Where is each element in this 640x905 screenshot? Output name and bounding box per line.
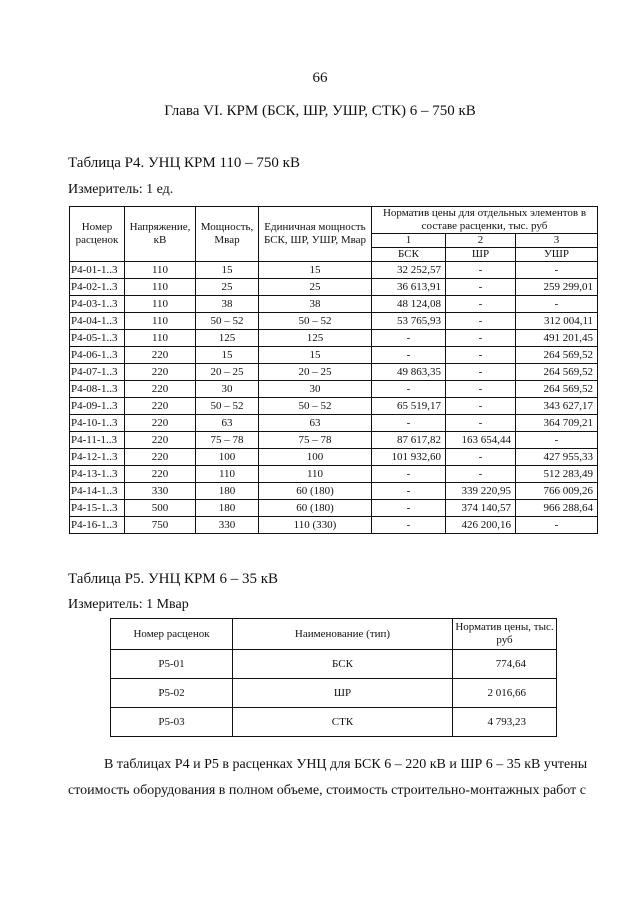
- header-power: Мощность, Мвар: [196, 207, 259, 262]
- cell-bsk: -: [372, 330, 446, 347]
- cell-ushr: 264 569,52: [516, 347, 598, 364]
- cell-code: Р4-10-1..3: [70, 415, 125, 432]
- header-col1-num: 1: [372, 234, 446, 248]
- cell-bsk: -: [372, 415, 446, 432]
- cell-bsk: 53 765,93: [372, 313, 446, 330]
- cell-shr: -: [446, 330, 516, 347]
- cell-unit-power: 125: [259, 330, 372, 347]
- p5-cell-code: Р5-01: [111, 650, 233, 679]
- cell-bsk: 36 613,91: [372, 279, 446, 296]
- cell-shr: -: [446, 262, 516, 279]
- cell-ushr: 259 299,01: [516, 279, 598, 296]
- cell-unit-power: 50 – 52: [259, 398, 372, 415]
- p5-cell-code: Р5-03: [111, 708, 233, 737]
- cell-shr: -: [446, 398, 516, 415]
- p5-cell-name: СТК: [233, 708, 453, 737]
- cell-power: 25: [196, 279, 259, 296]
- table-row: [111, 679, 557, 708]
- table-row: [70, 330, 598, 347]
- table-p4: [69, 206, 598, 534]
- header-col3-num: 3: [516, 234, 598, 248]
- paragraph-line-1: В таблицах Р4 и Р5 в расценках УНЦ для БСК 6 – 220 кВ и ШР 6 – 35 кВ учтены: [104, 757, 588, 772]
- cell-code: Р4-11-1..3: [70, 432, 125, 449]
- cell-bsk: 101 932,60: [372, 449, 446, 466]
- p5-cell-name: ШР: [233, 679, 453, 708]
- cell-ushr: -: [516, 517, 598, 534]
- cell-shr: 163 654,44: [446, 432, 516, 449]
- p5-cell-code: Р5-02: [111, 679, 233, 708]
- table-row: [70, 398, 598, 415]
- cell-voltage: 220: [125, 364, 196, 381]
- cell-code: Р4-09-1..3: [70, 398, 125, 415]
- page-number: 66: [312, 70, 328, 86]
- cell-unit-power: 20 – 25: [259, 364, 372, 381]
- cell-shr: 374 140,57: [446, 500, 516, 517]
- header-bsk: БСК: [372, 248, 446, 262]
- cell-code: Р4-06-1..3: [70, 347, 125, 364]
- cell-bsk: -: [372, 347, 446, 364]
- cell-code: Р4-02-1..3: [70, 279, 125, 296]
- cell-ushr: 264 569,52: [516, 364, 598, 381]
- p5-header-norm: Норматив цены, тыс. руб: [453, 619, 557, 650]
- cell-voltage: 220: [125, 415, 196, 432]
- cell-code: Р4-08-1..3: [70, 381, 125, 398]
- table-p5-body: [111, 650, 557, 737]
- cell-bsk: 48 124,08: [372, 296, 446, 313]
- p5-cell-name: БСК: [233, 650, 453, 679]
- cell-bsk: -: [372, 466, 446, 483]
- table-row: [70, 449, 598, 466]
- table-row: [70, 483, 598, 500]
- cell-code: Р4-15-1..3: [70, 500, 125, 517]
- cell-voltage: 110: [125, 330, 196, 347]
- table-row: [70, 415, 598, 432]
- cell-power: 20 – 25: [196, 364, 259, 381]
- cell-shr: -: [446, 415, 516, 432]
- cell-ushr: -: [516, 262, 598, 279]
- cell-shr: -: [446, 364, 516, 381]
- table-p4-body: [70, 262, 598, 534]
- header-col2-num: 2: [446, 234, 516, 248]
- table-row: [70, 296, 598, 313]
- cell-voltage: 110: [125, 296, 196, 313]
- header-unit-power: Единичная мощность БСК, ШР, УШР, Мвар: [259, 207, 372, 262]
- cell-unit-power: 60 (180): [259, 483, 372, 500]
- cell-unit-power: 15: [259, 262, 372, 279]
- p5-header-name: Наименование (тип): [233, 619, 453, 650]
- table-p5-unit: Измеритель: 1 Мвар: [68, 597, 189, 612]
- cell-power: 30: [196, 381, 259, 398]
- cell-voltage: 500: [125, 500, 196, 517]
- p5-header-code: Номер расценок: [111, 619, 233, 650]
- cell-unit-power: 75 – 78: [259, 432, 372, 449]
- cell-power: 75 – 78: [196, 432, 259, 449]
- table-row: [70, 347, 598, 364]
- cell-ushr: 491 201,45: [516, 330, 598, 347]
- cell-power: 15: [196, 347, 259, 364]
- cell-shr: -: [446, 347, 516, 364]
- cell-ushr: 766 009,26: [516, 483, 598, 500]
- cell-voltage: 220: [125, 347, 196, 364]
- cell-unit-power: 110 (330): [259, 517, 372, 534]
- table-row: [70, 313, 598, 330]
- cell-power: 63: [196, 415, 259, 432]
- cell-shr: -: [446, 313, 516, 330]
- cell-bsk: 87 617,82: [372, 432, 446, 449]
- cell-code: Р4-14-1..3: [70, 483, 125, 500]
- cell-ushr: -: [516, 296, 598, 313]
- cell-ushr: 264 569,52: [516, 381, 598, 398]
- cell-code: Р4-16-1..3: [70, 517, 125, 534]
- table-p5-caption: Таблица Р5. УНЦ КРМ 6 – 35 кВ: [68, 571, 279, 587]
- cell-voltage: 220: [125, 466, 196, 483]
- cell-power: 15: [196, 262, 259, 279]
- cell-shr: 339 220,95: [446, 483, 516, 500]
- paragraph-line-2: стоимость оборудования в полном объеме, стоимость строительно-монтажных работ с: [68, 783, 586, 798]
- cell-shr: -: [446, 296, 516, 313]
- cell-voltage: 220: [125, 398, 196, 415]
- cell-unit-power: 38: [259, 296, 372, 313]
- cell-shr: -: [446, 279, 516, 296]
- cell-voltage: 220: [125, 381, 196, 398]
- cell-ushr: 966 288,64: [516, 500, 598, 517]
- cell-code: Р4-12-1..3: [70, 449, 125, 466]
- p5-cell-price: 2 016,66: [453, 679, 557, 708]
- cell-power: 330: [196, 517, 259, 534]
- header-norm: Норматив цены для отдельных элементов в составе расценки, тыс. руб: [372, 207, 598, 234]
- cell-power: 38: [196, 296, 259, 313]
- cell-unit-power: 25: [259, 279, 372, 296]
- table-row: [111, 708, 557, 737]
- p5-cell-price: 4 793,23: [453, 708, 557, 737]
- cell-power: 180: [196, 483, 259, 500]
- header-voltage: Напряжение, кВ: [125, 207, 196, 262]
- table-row: [70, 432, 598, 449]
- body-paragraph: [68, 752, 598, 804]
- cell-bsk: -: [372, 381, 446, 398]
- cell-code: Р4-07-1..3: [70, 364, 125, 381]
- cell-voltage: 110: [125, 262, 196, 279]
- cell-voltage: 110: [125, 313, 196, 330]
- cell-unit-power: 63: [259, 415, 372, 432]
- table-row: [70, 500, 598, 517]
- cell-code: Р4-04-1..3: [70, 313, 125, 330]
- cell-unit-power: 50 – 52: [259, 313, 372, 330]
- table-row: [70, 466, 598, 483]
- cell-ushr: 364 709,21: [516, 415, 598, 432]
- table-row: [70, 517, 598, 534]
- cell-power: 180: [196, 500, 259, 517]
- cell-ushr: 343 627,17: [516, 398, 598, 415]
- cell-unit-power: 100: [259, 449, 372, 466]
- cell-shr: -: [446, 466, 516, 483]
- cell-bsk: -: [372, 500, 446, 517]
- table-row: [111, 650, 557, 679]
- cell-code: Р4-03-1..3: [70, 296, 125, 313]
- cell-voltage: 750: [125, 517, 196, 534]
- header-code: Номер расценок: [70, 207, 125, 262]
- cell-shr: -: [446, 381, 516, 398]
- cell-code: Р4-05-1..3: [70, 330, 125, 347]
- cell-bsk: -: [372, 483, 446, 500]
- cell-bsk: 32 252,57: [372, 262, 446, 279]
- table-row: [70, 279, 598, 296]
- cell-voltage: 110: [125, 279, 196, 296]
- cell-unit-power: 110: [259, 466, 372, 483]
- cell-bsk: -: [372, 517, 446, 534]
- cell-power: 110: [196, 466, 259, 483]
- cell-ushr: 512 283,49: [516, 466, 598, 483]
- cell-voltage: 220: [125, 449, 196, 466]
- cell-unit-power: 30: [259, 381, 372, 398]
- header-shr: ШР: [446, 248, 516, 262]
- cell-power: 100: [196, 449, 259, 466]
- table-p5: [110, 618, 557, 737]
- cell-voltage: 220: [125, 432, 196, 449]
- table-row: [70, 262, 598, 279]
- cell-code: Р4-01-1..3: [70, 262, 125, 279]
- table-p4-caption: Таблица Р4. УНЦ КРМ 110 – 750 кВ: [68, 155, 300, 171]
- chapter-title: Глава VI. КРМ (БСК, ШР, УШР, СТК) 6 – 750 кВ: [164, 103, 476, 119]
- p5-cell-price: 774,64: [453, 650, 557, 679]
- cell-power: 125: [196, 330, 259, 347]
- cell-ushr: 312 004,11: [516, 313, 598, 330]
- cell-voltage: 330: [125, 483, 196, 500]
- cell-unit-power: 15: [259, 347, 372, 364]
- cell-shr: 426 200,16: [446, 517, 516, 534]
- header-ushr: УШР: [516, 248, 598, 262]
- cell-power: 50 – 52: [196, 398, 259, 415]
- cell-bsk: 49 863,35: [372, 364, 446, 381]
- cell-code: Р4-13-1..3: [70, 466, 125, 483]
- cell-unit-power: 60 (180): [259, 500, 372, 517]
- cell-ushr: 427 955,33: [516, 449, 598, 466]
- table-row: [70, 381, 598, 398]
- cell-shr: -: [446, 449, 516, 466]
- cell-power: 50 – 52: [196, 313, 259, 330]
- cell-ushr: -: [516, 432, 598, 449]
- table-row: [70, 364, 598, 381]
- table-p4-unit: Измеритель: 1 ед.: [68, 182, 174, 197]
- cell-bsk: 65 519,17: [372, 398, 446, 415]
